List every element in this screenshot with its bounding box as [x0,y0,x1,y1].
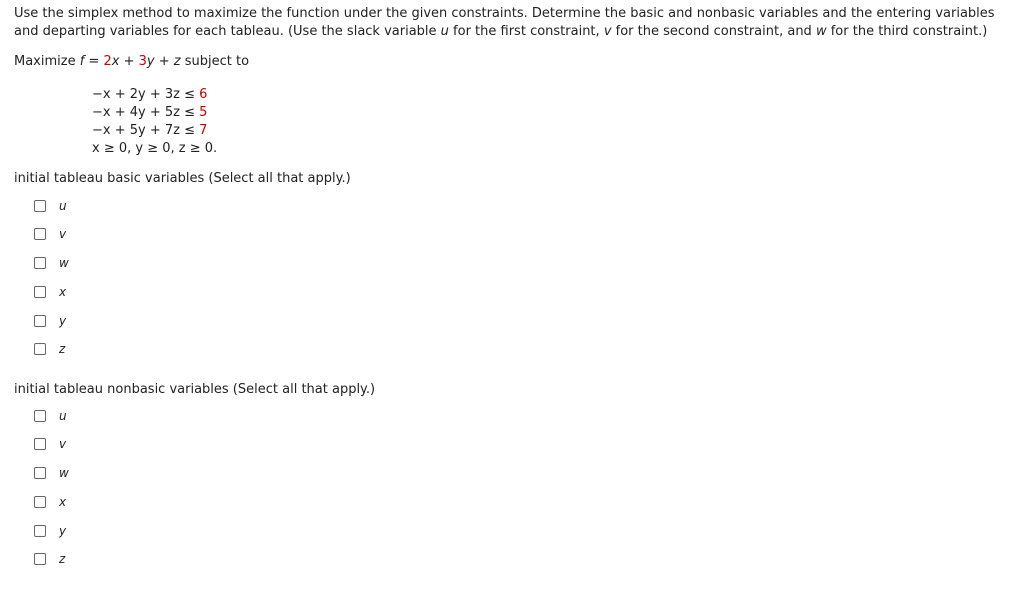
nonnegativity-constraint: x ≥ 0, y ≥ 0, z ≥ 0. [92,141,218,156]
checkbox[interactable] [34,200,46,212]
objective-function: Maximize f = 2x + 3y + z subject to [14,54,250,69]
checkbox[interactable] [34,286,46,298]
constraint-3: −x + 5y + 7z ≤ 7 [92,123,208,138]
basic-option-y[interactable]: y [34,313,66,329]
nonbasic-option-x[interactable]: x [34,494,66,510]
nonbasic-variables-question: initial tableau nonbasic variables (Select all that apply.) [14,382,376,397]
constraint-1: −x + 2y + 3z ≤ 6 [92,87,208,102]
checkbox[interactable] [34,553,46,565]
checkbox[interactable] [34,438,46,450]
checkbox[interactable] [34,228,46,240]
checkbox[interactable] [34,496,46,508]
prompt-line-2: and departing variables for each tableau. (Use the slack variable u for the first constraint, v for the second constraint, and w for the third constraint.) [14,24,988,39]
nonbasic-option-w[interactable]: w [34,465,69,481]
basic-option-x[interactable]: x [34,284,66,300]
nonbasic-option-y[interactable]: y [34,523,66,539]
checkbox[interactable] [34,410,46,422]
checkbox[interactable] [34,257,46,269]
basic-option-u[interactable]: u [34,198,67,214]
problem-prompt [14,5,1009,41]
basic-option-v[interactable]: v [34,226,66,242]
prompt-line-1: Use the simplex method to maximize the function under the given constraints. Determine the basic and nonbasic variables and the entering variables [14,6,995,21]
basic-option-w[interactable]: w [34,255,69,271]
nonbasic-option-z[interactable]: z [34,551,65,567]
checkbox[interactable] [34,525,46,537]
checkbox[interactable] [34,467,46,479]
constraint-2: −x + 4y + 5z ≤ 5 [92,105,208,120]
nonbasic-option-u[interactable]: u [34,408,67,424]
basic-variables-question: initial tableau basic variables (Select all that apply.) [14,171,351,186]
checkbox[interactable] [34,315,46,327]
nonbasic-option-v[interactable]: v [34,436,66,452]
basic-option-z[interactable]: z [34,341,65,357]
checkbox[interactable] [34,343,46,355]
constraints-block [92,86,217,158]
